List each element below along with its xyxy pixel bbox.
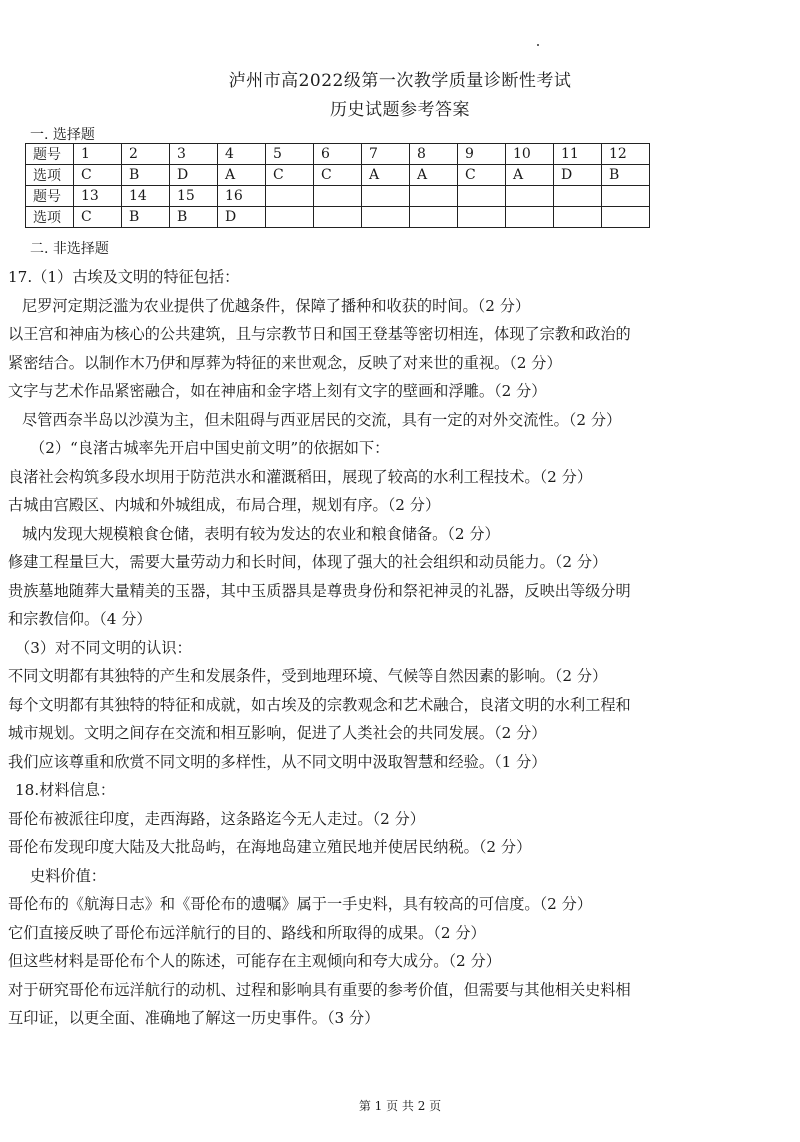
text-line: 不同文明都有其独特的产生和发展条件，受到地理环境、气候等自然因素的影响。（2 分） <box>8 667 608 685</box>
table-cell: A <box>506 165 554 186</box>
table-cell: 16 <box>218 186 266 207</box>
table-cell: C <box>458 165 506 186</box>
text-line: 文字与艺术作品紧密融合，如在神庙和金字塔上刻有文字的壁画和浮雕。（2 分） <box>8 382 547 400</box>
text-line: 它们直接反映了哥伦布远洋航行的目的、路线和所取得的成果。（2 分） <box>8 923 486 942</box>
table-cell: 13 <box>74 186 122 207</box>
table-cell: 12 <box>602 144 650 165</box>
table-cell <box>602 207 650 228</box>
table-cell <box>314 186 362 207</box>
text-line: 尼罗河定期泛滥为农业提供了优越条件，保障了播种和收获的时间。（2 分） <box>22 296 531 315</box>
table-cell: 2 <box>122 144 170 165</box>
table-cell: 6 <box>314 144 362 165</box>
text-line: 和宗教信仰。（4 分） <box>8 610 152 628</box>
text-line: 每个文明都有其独特的特征和成就，如古埃及的宗教观念和艺术融合，良渚文明的水利工程和 <box>8 695 631 714</box>
text-line: 修建工程量巨大，需要大量劳动力和长时间，体现了强大的社会组织和动员能力。（2 分） <box>8 553 608 571</box>
table-cell: D <box>218 207 266 228</box>
table-cell: B <box>122 165 170 186</box>
page-title: 泸州市高2022级第一次教学质量诊断性考试 <box>228 71 572 91</box>
table-cell: C <box>314 165 362 186</box>
table-cell: 15 <box>170 186 218 207</box>
table-row <box>26 186 650 207</box>
table-cell <box>506 207 554 228</box>
table-cell: B <box>602 165 650 186</box>
section-heading-nonchoice: 二. 非选择题 <box>30 241 109 257</box>
table-cell <box>602 186 650 207</box>
text-line: 但这些材料是哥伦布个人的陈述，可能存在主观倾向和夸大成分。（2 分） <box>8 952 501 970</box>
table-cell: 8 <box>410 144 458 165</box>
page-subtitle: 历史试题参考答案 <box>330 100 470 120</box>
text-line: 史料价值： <box>30 866 106 885</box>
table-cell: 1 <box>74 144 122 165</box>
answer-table <box>25 143 650 228</box>
text-line: 城市规划。文明之间存在交流和相互影响，促进了人类社会的共同发展。（2 分） <box>8 724 547 742</box>
table-cell: 5 <box>266 144 314 165</box>
text-line: 城内发现大规模粮食仓储，表明有较为发达的农业和粮食储备。（2 分） <box>22 524 500 543</box>
table-cell: 9 <box>458 144 506 165</box>
table-cell <box>362 186 410 207</box>
table-cell <box>410 186 458 207</box>
text-line: 哥伦布的《航海日志》和《哥伦布的遗嘱》属于一手史料，具有较高的可信度。（2 分） <box>8 895 593 913</box>
table-cell <box>410 207 458 228</box>
table-cell: 11 <box>554 144 602 165</box>
text-line: 对于研究哥伦布远洋航行的动机、过程和影响具有重要的参考价值，但需要与其他相关史料相 <box>8 980 631 999</box>
text-line: 17.（1）古埃及文明的特征包括： <box>8 268 240 286</box>
table-cell <box>266 186 314 207</box>
table-cell <box>554 186 602 207</box>
text-line: （2）“良渚古城率先开启中国史前文明”的依据如下： <box>30 439 390 457</box>
answer-body <box>8 263 798 1033</box>
table-cell: A <box>218 165 266 186</box>
table-cell <box>362 207 410 228</box>
table-cell <box>506 186 554 207</box>
text-line: 以王宫和神庙为核心的公共建筑，且与宗教节日和国王登基等密切相连，体现了宗教和政治的 <box>8 325 631 343</box>
text-line: 我们应该尊重和欣赏不同文明的多样性，从不同文明中汲取智慧和经验。（1 分） <box>8 752 547 771</box>
table-cell: 10 <box>506 144 554 165</box>
table-cell: 3 <box>170 144 218 165</box>
text-line: 尽管西奈半岛以沙漠为主，但未阻碍与西亚居民的交流，具有一定的对外交流性。（2 分） <box>22 410 622 429</box>
table-cell: D <box>554 165 602 186</box>
table-cell: 14 <box>122 186 170 207</box>
table-cell <box>458 186 506 207</box>
page-footer: 第 1 页 共 2 页 <box>358 1099 442 1113</box>
text-line: 紧密结合。以制作木乃伊和厚葬为特征的来世观念，反映了对来世的重视。（2 分） <box>8 353 562 372</box>
section-heading-choice: 一. 选择题 <box>30 127 95 143</box>
table-cell: A <box>410 165 458 186</box>
table-cell <box>458 207 506 228</box>
table-cell <box>554 207 602 228</box>
text-line: 良渚社会构筑多段水坝用于防范洪水和灌溉稻田，展现了较高的水利工程技术。（2 分） <box>8 467 593 486</box>
table-cell <box>266 207 314 228</box>
table-cell: A <box>362 165 410 186</box>
text-line: 贵族墓地随葬大量精美的玉器，其中玉质器具是尊贵身份和祭祀神灵的礼器，反映出等级分明 <box>8 581 631 600</box>
table-cell: D <box>170 165 218 186</box>
table-cell: 4 <box>218 144 266 165</box>
table-row <box>26 165 650 186</box>
table-row-header: 选项 <box>26 165 74 186</box>
table-cell: B <box>170 207 218 228</box>
text-line: （3）对不同文明的认识： <box>15 638 192 657</box>
table-cell <box>314 207 362 228</box>
text-line: 互印证，以更全面、准确地了解这一历史事件。（3 分） <box>8 1009 380 1027</box>
text-line: 古城由宫殿区、内城和外城组成，布局合理，规划有序。（2 分） <box>8 496 441 514</box>
table-cell: C <box>74 207 122 228</box>
table-cell: C <box>266 165 314 186</box>
table-row <box>26 144 650 165</box>
table-row-header: 题号 <box>26 144 74 165</box>
table-cell: B <box>122 207 170 228</box>
scan-dot <box>537 44 539 46</box>
table-cell: 7 <box>362 144 410 165</box>
table-row-header: 题号 <box>26 186 74 207</box>
text-line: 哥伦布发现印度大陆及大批岛屿，在海地岛建立殖民地并使居民纳税。（2 分） <box>8 838 532 856</box>
table-cell: C <box>74 165 122 186</box>
text-line: 哥伦布被派往印度，走西海路，这条路迄今无人走过。（2 分） <box>8 809 425 828</box>
table-row-header: 选项 <box>26 207 74 228</box>
table-row <box>26 207 650 228</box>
text-line: 18.材料信息： <box>15 781 116 799</box>
